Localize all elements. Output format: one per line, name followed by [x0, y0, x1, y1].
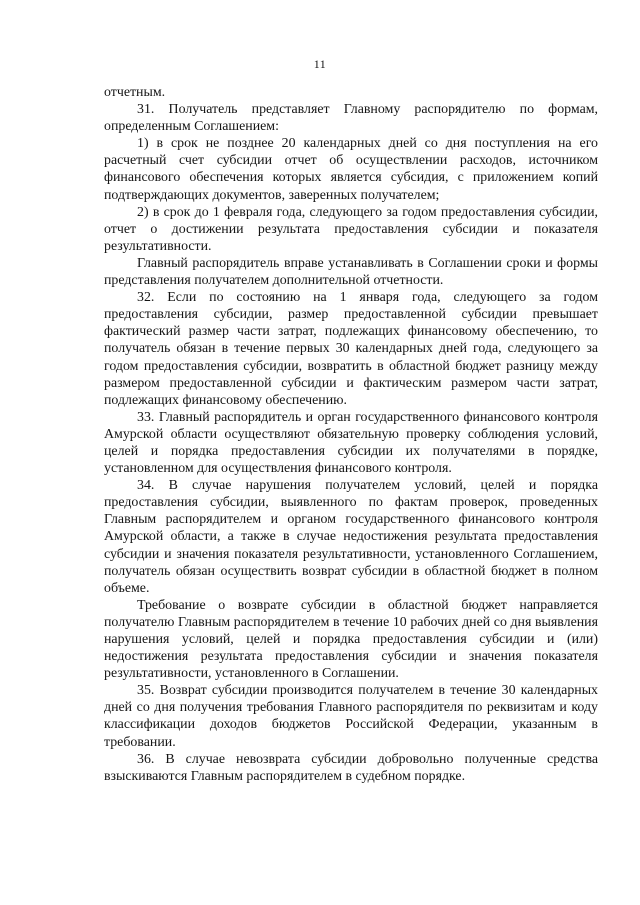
paragraph-31-item-2: 2) в срок до 1 февраля года, следующего за годом предоставления субсидии, отчет о достижении результата предоставления субсидии и показателя результативности. [104, 204, 598, 254]
paragraph-continuation: отчетным. [104, 85, 166, 100]
paragraph-33: 33. Главный распорядитель и орган государственного финансового контроля Амурской области осуществляют обязательную проверку соблюдения условий, целей и порядка предоставления субсидии их получателями в порядке, установленном для осуществления финансового контроля. [104, 409, 598, 477]
document-body [104, 84, 598, 785]
page-number: 11 [313, 57, 327, 71]
paragraph-34: 34. В случае нарушения получателем условий, целей и порядка предоставления субсидии, выявленного по фактам проверок, проведенных Главным распорядителем и органом государственного финансового контроля Амурской области, а также в случае недостижения результата предоставления субсидии и значения показателя результативности, установленного Соглашением, получатель обязан осуществить возврат субсидии в областной бюджет в полном объеме. [104, 478, 598, 596]
paragraph-31-item-1: 1) в срок не позднее 20 календарных дней со дня поступления на его расчетный счет субсидии отчет об осуществлении расходов, источником финансового обеспечения которых является субсидия, с приложением копий подтверждающих документов, заверенных получателем; [104, 136, 598, 203]
paragraph-35: 35. Возврат субсидии производится получателем в течение 30 календарных дней со дня получения требования Главного распорядителя по реквизитам и коду классификации доходов бюджетов Российской Федерации, указанным в требовании. [104, 683, 598, 750]
paragraph-31: 31. Получатель представляет Главному распорядителю по формам, определенным Соглашением: [104, 102, 598, 135]
paragraph-36: 36. В случае невозврата субсидии добровольно полученные средства взыскиваются Главным распорядителем в судебном порядке. [104, 751, 598, 784]
paragraph-34-requirement: Требование о возврате субсидии в областной бюджет направляется получателю Главным распорядителем в течение 10 рабочих дней со дня выявления нарушения условий, целей и порядка предоставления субсидии и (или) недостижения результата предоставления субсидии и значения показателя результативности, установленного в Соглашении. [104, 597, 598, 682]
paragraph-31-additional: Главный распорядитель вправе устанавливать в Соглашении сроки и формы представления получателем дополнительной отчетности. [104, 255, 598, 289]
paragraph-32: 32. Если по состоянию на 1 января года, следующего за годом предоставления субсидии, размер предоставленной субсидии превышает фактический размер части затрат, подлежащих финансовому обеспечению, то получатель обязан в течение первых 30 календарных дней года, следующего за годом предоставления субсидии, возвратить в областной бюджет разницу между размером предоставленной субсидии и фактическим размером части затрат, подлежащих финансовому обеспечению. [104, 290, 598, 408]
